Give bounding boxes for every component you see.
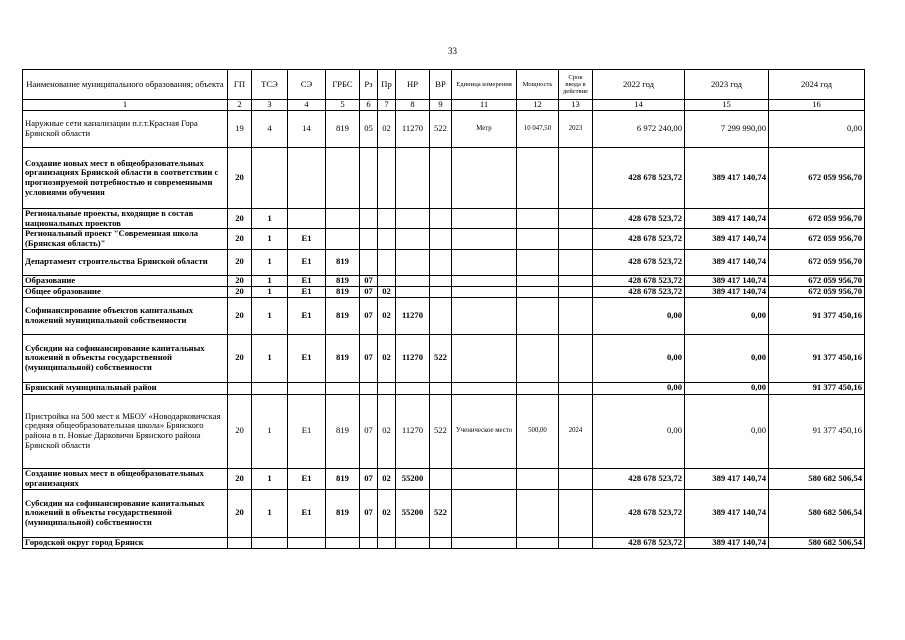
header-unit: Единица измерения bbox=[452, 70, 517, 100]
cell-se: E1 bbox=[288, 489, 326, 537]
row-name: Региональные проекты, входящие в состав национальных проектов bbox=[23, 209, 228, 229]
cell-pr: 02 bbox=[378, 394, 396, 468]
cell-nr: 11270 bbox=[396, 297, 430, 334]
column-number: 16 bbox=[769, 100, 865, 111]
cell-grbs bbox=[326, 148, 360, 209]
cell-gp bbox=[228, 382, 252, 394]
cell-nr bbox=[396, 229, 430, 249]
header-pr: Пр bbox=[378, 70, 396, 100]
cell-unit bbox=[452, 286, 517, 297]
cell-tse: 1 bbox=[252, 249, 288, 275]
row-name: Софинансирование объектов капитальных вложений муниципальной собственности bbox=[23, 297, 228, 334]
cell-gp: 20 bbox=[228, 297, 252, 334]
cell-vr bbox=[430, 537, 452, 548]
table-row bbox=[23, 209, 865, 229]
cell-term bbox=[559, 468, 593, 489]
cell-gp: 20 bbox=[228, 275, 252, 286]
cell-power bbox=[517, 468, 559, 489]
cell-term bbox=[559, 334, 593, 382]
cell-tse: 1 bbox=[252, 275, 288, 286]
cell-2023: 389 417 140,74 bbox=[685, 537, 769, 548]
cell-2024: 672 059 956,70 bbox=[769, 209, 865, 229]
cell-2022: 0,00 bbox=[593, 382, 685, 394]
page-number: 33 bbox=[448, 46, 457, 56]
cell-tse: 1 bbox=[252, 468, 288, 489]
cell-gp: 20 bbox=[228, 394, 252, 468]
cell-pr: 02 bbox=[378, 297, 396, 334]
cell-2022: 428 678 523,72 bbox=[593, 468, 685, 489]
cell-unit bbox=[452, 468, 517, 489]
cell-vr bbox=[430, 468, 452, 489]
cell-tse bbox=[252, 537, 288, 548]
cell-2022: 6 972 240,00 bbox=[593, 111, 685, 148]
cell-gp: 20 bbox=[228, 229, 252, 249]
cell-nr bbox=[396, 209, 430, 229]
cell-power bbox=[517, 249, 559, 275]
cell-grbs: 819 bbox=[326, 468, 360, 489]
cell-nr bbox=[396, 286, 430, 297]
header-gp: ГП bbox=[228, 70, 252, 100]
cell-vr bbox=[430, 229, 452, 249]
column-number: 4 bbox=[288, 100, 326, 111]
table-row bbox=[23, 537, 865, 548]
cell-tse: 1 bbox=[252, 489, 288, 537]
table-row bbox=[23, 249, 865, 275]
cell-power bbox=[517, 334, 559, 382]
cell-2024: 91 377 450,16 bbox=[769, 297, 865, 334]
cell-grbs: 819 bbox=[326, 249, 360, 275]
cell-se bbox=[288, 209, 326, 229]
cell-2024: 672 059 956,70 bbox=[769, 148, 865, 209]
cell-pr: 02 bbox=[378, 111, 396, 148]
header-tse: ТСЭ bbox=[252, 70, 288, 100]
cell-rz bbox=[360, 229, 378, 249]
column-number: 14 bbox=[593, 100, 685, 111]
cell-term bbox=[559, 537, 593, 548]
cell-unit bbox=[452, 297, 517, 334]
cell-power bbox=[517, 489, 559, 537]
cell-unit bbox=[452, 382, 517, 394]
cell-unit bbox=[452, 489, 517, 537]
cell-pr: 02 bbox=[378, 334, 396, 382]
table-row bbox=[23, 489, 865, 537]
cell-se: 14 bbox=[288, 111, 326, 148]
column-number: 9 bbox=[430, 100, 452, 111]
header-rz: Рз bbox=[360, 70, 378, 100]
cell-term: 2024 bbox=[559, 394, 593, 468]
cell-power bbox=[517, 229, 559, 249]
cell-power bbox=[517, 537, 559, 548]
cell-term bbox=[559, 275, 593, 286]
cell-2023: 389 417 140,74 bbox=[685, 489, 769, 537]
row-name: Региональный проект "Современная школа (Брянская область)" bbox=[23, 229, 228, 249]
cell-2023: 389 417 140,74 bbox=[685, 148, 769, 209]
cell-unit: Метр bbox=[452, 111, 517, 148]
cell-se: E1 bbox=[288, 249, 326, 275]
cell-rz: 07 bbox=[360, 468, 378, 489]
column-number: 6 bbox=[360, 100, 378, 111]
row-name: Субсидии на софинансирование капитальных вложений в объекты государственной (муниципальной) собственности bbox=[23, 334, 228, 382]
cell-nr bbox=[396, 537, 430, 548]
cell-grbs bbox=[326, 382, 360, 394]
header-se: СЭ bbox=[288, 70, 326, 100]
cell-rz: 07 bbox=[360, 394, 378, 468]
cell-gp: 20 bbox=[228, 489, 252, 537]
header-vr: ВР bbox=[430, 70, 452, 100]
cell-term bbox=[559, 209, 593, 229]
cell-2023: 389 417 140,74 bbox=[685, 229, 769, 249]
table-row bbox=[23, 382, 865, 394]
cell-2023: 0,00 bbox=[685, 394, 769, 468]
cell-rz bbox=[360, 148, 378, 209]
cell-unit bbox=[452, 334, 517, 382]
column-number: 7 bbox=[378, 100, 396, 111]
cell-2023: 389 417 140,74 bbox=[685, 209, 769, 229]
cell-unit: Ученическое место bbox=[452, 394, 517, 468]
cell-2022: 428 678 523,72 bbox=[593, 229, 685, 249]
cell-nr: 55200 bbox=[396, 468, 430, 489]
cell-2023: 389 417 140,74 bbox=[685, 468, 769, 489]
cell-nr bbox=[396, 275, 430, 286]
row-name: Департамент строительства Брянской области bbox=[23, 249, 228, 275]
cell-vr bbox=[430, 382, 452, 394]
header-nr: НР bbox=[396, 70, 430, 100]
cell-2024: 91 377 450,16 bbox=[769, 334, 865, 382]
table-row bbox=[23, 297, 865, 334]
cell-term bbox=[559, 489, 593, 537]
cell-gp: 20 bbox=[228, 209, 252, 229]
cell-nr: 11270 bbox=[396, 111, 430, 148]
cell-nr: 11270 bbox=[396, 334, 430, 382]
cell-power bbox=[517, 382, 559, 394]
cell-pr: 02 bbox=[378, 489, 396, 537]
cell-rz: 07 bbox=[360, 297, 378, 334]
cell-vr: 522 bbox=[430, 489, 452, 537]
cell-se: E1 bbox=[288, 229, 326, 249]
cell-2024: 672 059 956,70 bbox=[769, 249, 865, 275]
column-number: 3 bbox=[252, 100, 288, 111]
cell-tse: 1 bbox=[252, 334, 288, 382]
cell-vr: 522 bbox=[430, 334, 452, 382]
header-grbs: ГРБС bbox=[326, 70, 360, 100]
cell-tse: 4 bbox=[252, 111, 288, 148]
cell-se: E1 bbox=[288, 394, 326, 468]
cell-grbs bbox=[326, 229, 360, 249]
table-row bbox=[23, 394, 865, 468]
cell-se bbox=[288, 148, 326, 209]
cell-nr bbox=[396, 249, 430, 275]
cell-se: E1 bbox=[288, 286, 326, 297]
column-number: 15 bbox=[685, 100, 769, 111]
cell-power bbox=[517, 286, 559, 297]
cell-tse bbox=[252, 382, 288, 394]
cell-2024: 91 377 450,16 bbox=[769, 394, 865, 468]
header-2022: 2022 год bbox=[593, 70, 685, 100]
table-row bbox=[23, 286, 865, 297]
cell-pr bbox=[378, 209, 396, 229]
cell-2022: 428 678 523,72 bbox=[593, 537, 685, 548]
cell-grbs: 819 bbox=[326, 489, 360, 537]
cell-vr bbox=[430, 148, 452, 209]
cell-nr bbox=[396, 382, 430, 394]
cell-2023: 7 299 990,00 bbox=[685, 111, 769, 148]
cell-rz bbox=[360, 537, 378, 548]
cell-se bbox=[288, 382, 326, 394]
table-row bbox=[23, 334, 865, 382]
cell-nr: 11270 bbox=[396, 394, 430, 468]
row-name: Субсидии на софинансирование капитальных вложений в объекты государственной (муниципальной) собственности bbox=[23, 489, 228, 537]
cell-rz: 07 bbox=[360, 275, 378, 286]
cell-rz: 05 bbox=[360, 111, 378, 148]
column-number: 2 bbox=[228, 100, 252, 111]
cell-2022: 428 678 523,72 bbox=[593, 286, 685, 297]
cell-gp: 20 bbox=[228, 148, 252, 209]
column-number: 12 bbox=[517, 100, 559, 111]
cell-power: 10 047,50 bbox=[517, 111, 559, 148]
column-number: 11 bbox=[452, 100, 517, 111]
cell-vr bbox=[430, 275, 452, 286]
cell-term: 2023 bbox=[559, 111, 593, 148]
cell-vr bbox=[430, 249, 452, 275]
cell-2024: 672 059 956,70 bbox=[769, 229, 865, 249]
cell-power: 500,00 bbox=[517, 394, 559, 468]
cell-grbs: 819 bbox=[326, 334, 360, 382]
cell-rz bbox=[360, 249, 378, 275]
cell-pr bbox=[378, 537, 396, 548]
cell-grbs: 819 bbox=[326, 394, 360, 468]
header-2023: 2023 год bbox=[685, 70, 769, 100]
cell-vr: 522 bbox=[430, 394, 452, 468]
cell-2022: 428 678 523,72 bbox=[593, 209, 685, 229]
header-2024: 2024 год bbox=[769, 70, 865, 100]
cell-term bbox=[559, 148, 593, 209]
cell-se: E1 bbox=[288, 275, 326, 286]
budget-table bbox=[22, 69, 865, 549]
cell-gp: 20 bbox=[228, 249, 252, 275]
cell-se bbox=[288, 537, 326, 548]
cell-tse: 1 bbox=[252, 394, 288, 468]
cell-2024: 580 682 506,54 bbox=[769, 489, 865, 537]
cell-2022: 428 678 523,72 bbox=[593, 148, 685, 209]
column-numbers-row bbox=[23, 100, 865, 111]
cell-unit bbox=[452, 275, 517, 286]
cell-unit bbox=[452, 209, 517, 229]
cell-unit bbox=[452, 148, 517, 209]
cell-term bbox=[559, 382, 593, 394]
cell-2023: 0,00 bbox=[685, 334, 769, 382]
row-name: Брянский муниципальный район bbox=[23, 382, 228, 394]
cell-pr bbox=[378, 148, 396, 209]
cell-2024: 672 059 956,70 bbox=[769, 275, 865, 286]
cell-se: E1 bbox=[288, 468, 326, 489]
header-power: Мощность bbox=[517, 70, 559, 100]
cell-2022: 0,00 bbox=[593, 334, 685, 382]
table-row bbox=[23, 111, 865, 148]
cell-unit bbox=[452, 537, 517, 548]
cell-power bbox=[517, 275, 559, 286]
cell-2024: 580 682 506,54 bbox=[769, 468, 865, 489]
cell-grbs: 819 bbox=[326, 111, 360, 148]
cell-rz: 07 bbox=[360, 489, 378, 537]
cell-vr bbox=[430, 297, 452, 334]
cell-gp: 20 bbox=[228, 286, 252, 297]
row-name: Образование bbox=[23, 275, 228, 286]
cell-grbs: 819 bbox=[326, 297, 360, 334]
cell-2023: 389 417 140,74 bbox=[685, 249, 769, 275]
row-name: Общее образование bbox=[23, 286, 228, 297]
column-number: 8 bbox=[396, 100, 430, 111]
cell-2024: 672 059 956,70 bbox=[769, 286, 865, 297]
row-name: Создание новых мест в общеобразовательных организациях Брянской области в соответствии с прогнозируемой потребностью и современными условиями обучения bbox=[23, 148, 228, 209]
cell-2022: 428 678 523,72 bbox=[593, 249, 685, 275]
cell-nr: 55200 bbox=[396, 489, 430, 537]
table-row bbox=[23, 275, 865, 286]
cell-term bbox=[559, 286, 593, 297]
cell-2022: 428 678 523,72 bbox=[593, 275, 685, 286]
column-number: 1 bbox=[23, 100, 228, 111]
table-row bbox=[23, 229, 865, 249]
header-row bbox=[23, 70, 865, 100]
cell-2024: 91 377 450,16 bbox=[769, 382, 865, 394]
cell-grbs bbox=[326, 537, 360, 548]
cell-rz: 07 bbox=[360, 334, 378, 382]
cell-tse: 1 bbox=[252, 229, 288, 249]
cell-power bbox=[517, 209, 559, 229]
cell-vr bbox=[430, 209, 452, 229]
cell-rz bbox=[360, 209, 378, 229]
cell-rz bbox=[360, 382, 378, 394]
column-number: 13 bbox=[559, 100, 593, 111]
cell-nr bbox=[396, 148, 430, 209]
cell-vr bbox=[430, 286, 452, 297]
cell-tse: 1 bbox=[252, 209, 288, 229]
row-name: Наружные сети канализации п.г.т.Красная Гора Брянской области bbox=[23, 111, 228, 148]
cell-tse: 1 bbox=[252, 286, 288, 297]
cell-2023: 389 417 140,74 bbox=[685, 286, 769, 297]
cell-term bbox=[559, 249, 593, 275]
row-name: Пристройка на 500 мест к МБОУ «Новодарковичская средняя общеобразовательная школа» Брянского района в п. Новые Дарковичи Брянского района Брянской области bbox=[23, 394, 228, 468]
cell-gp: 20 bbox=[228, 334, 252, 382]
cell-rz: 07 bbox=[360, 286, 378, 297]
cell-grbs bbox=[326, 209, 360, 229]
cell-gp: 20 bbox=[228, 468, 252, 489]
cell-2024: 580 682 506,54 bbox=[769, 537, 865, 548]
cell-se: E1 bbox=[288, 334, 326, 382]
cell-gp bbox=[228, 537, 252, 548]
cell-pr: 02 bbox=[378, 286, 396, 297]
cell-unit bbox=[452, 249, 517, 275]
cell-power bbox=[517, 148, 559, 209]
cell-2023: 0,00 bbox=[685, 297, 769, 334]
cell-term bbox=[559, 229, 593, 249]
table-row bbox=[23, 468, 865, 489]
row-name: Создание новых мест в общеобразовательных организациях bbox=[23, 468, 228, 489]
row-name: Городской округ город Брянск bbox=[23, 537, 228, 548]
cell-power bbox=[517, 297, 559, 334]
cell-unit bbox=[452, 229, 517, 249]
cell-pr bbox=[378, 275, 396, 286]
cell-vr: 522 bbox=[430, 111, 452, 148]
header-name: Наименование муниципального образования; объекта bbox=[23, 70, 228, 100]
cell-pr bbox=[378, 249, 396, 275]
cell-2022: 0,00 bbox=[593, 297, 685, 334]
cell-tse: 1 bbox=[252, 297, 288, 334]
cell-pr bbox=[378, 229, 396, 249]
cell-se: E1 bbox=[288, 297, 326, 334]
cell-tse bbox=[252, 148, 288, 209]
cell-2023: 0,00 bbox=[685, 382, 769, 394]
cell-2024: 0,00 bbox=[769, 111, 865, 148]
cell-pr: 02 bbox=[378, 468, 396, 489]
header-term: Срок ввода в действие bbox=[559, 70, 593, 100]
cell-2022: 0,00 bbox=[593, 394, 685, 468]
cell-term bbox=[559, 297, 593, 334]
cell-2023: 389 417 140,74 bbox=[685, 275, 769, 286]
cell-pr bbox=[378, 382, 396, 394]
column-number: 5 bbox=[326, 100, 360, 111]
cell-gp: 19 bbox=[228, 111, 252, 148]
table-row bbox=[23, 148, 865, 209]
cell-grbs: 819 bbox=[326, 275, 360, 286]
cell-grbs: 819 bbox=[326, 286, 360, 297]
cell-2022: 428 678 523,72 bbox=[593, 489, 685, 537]
